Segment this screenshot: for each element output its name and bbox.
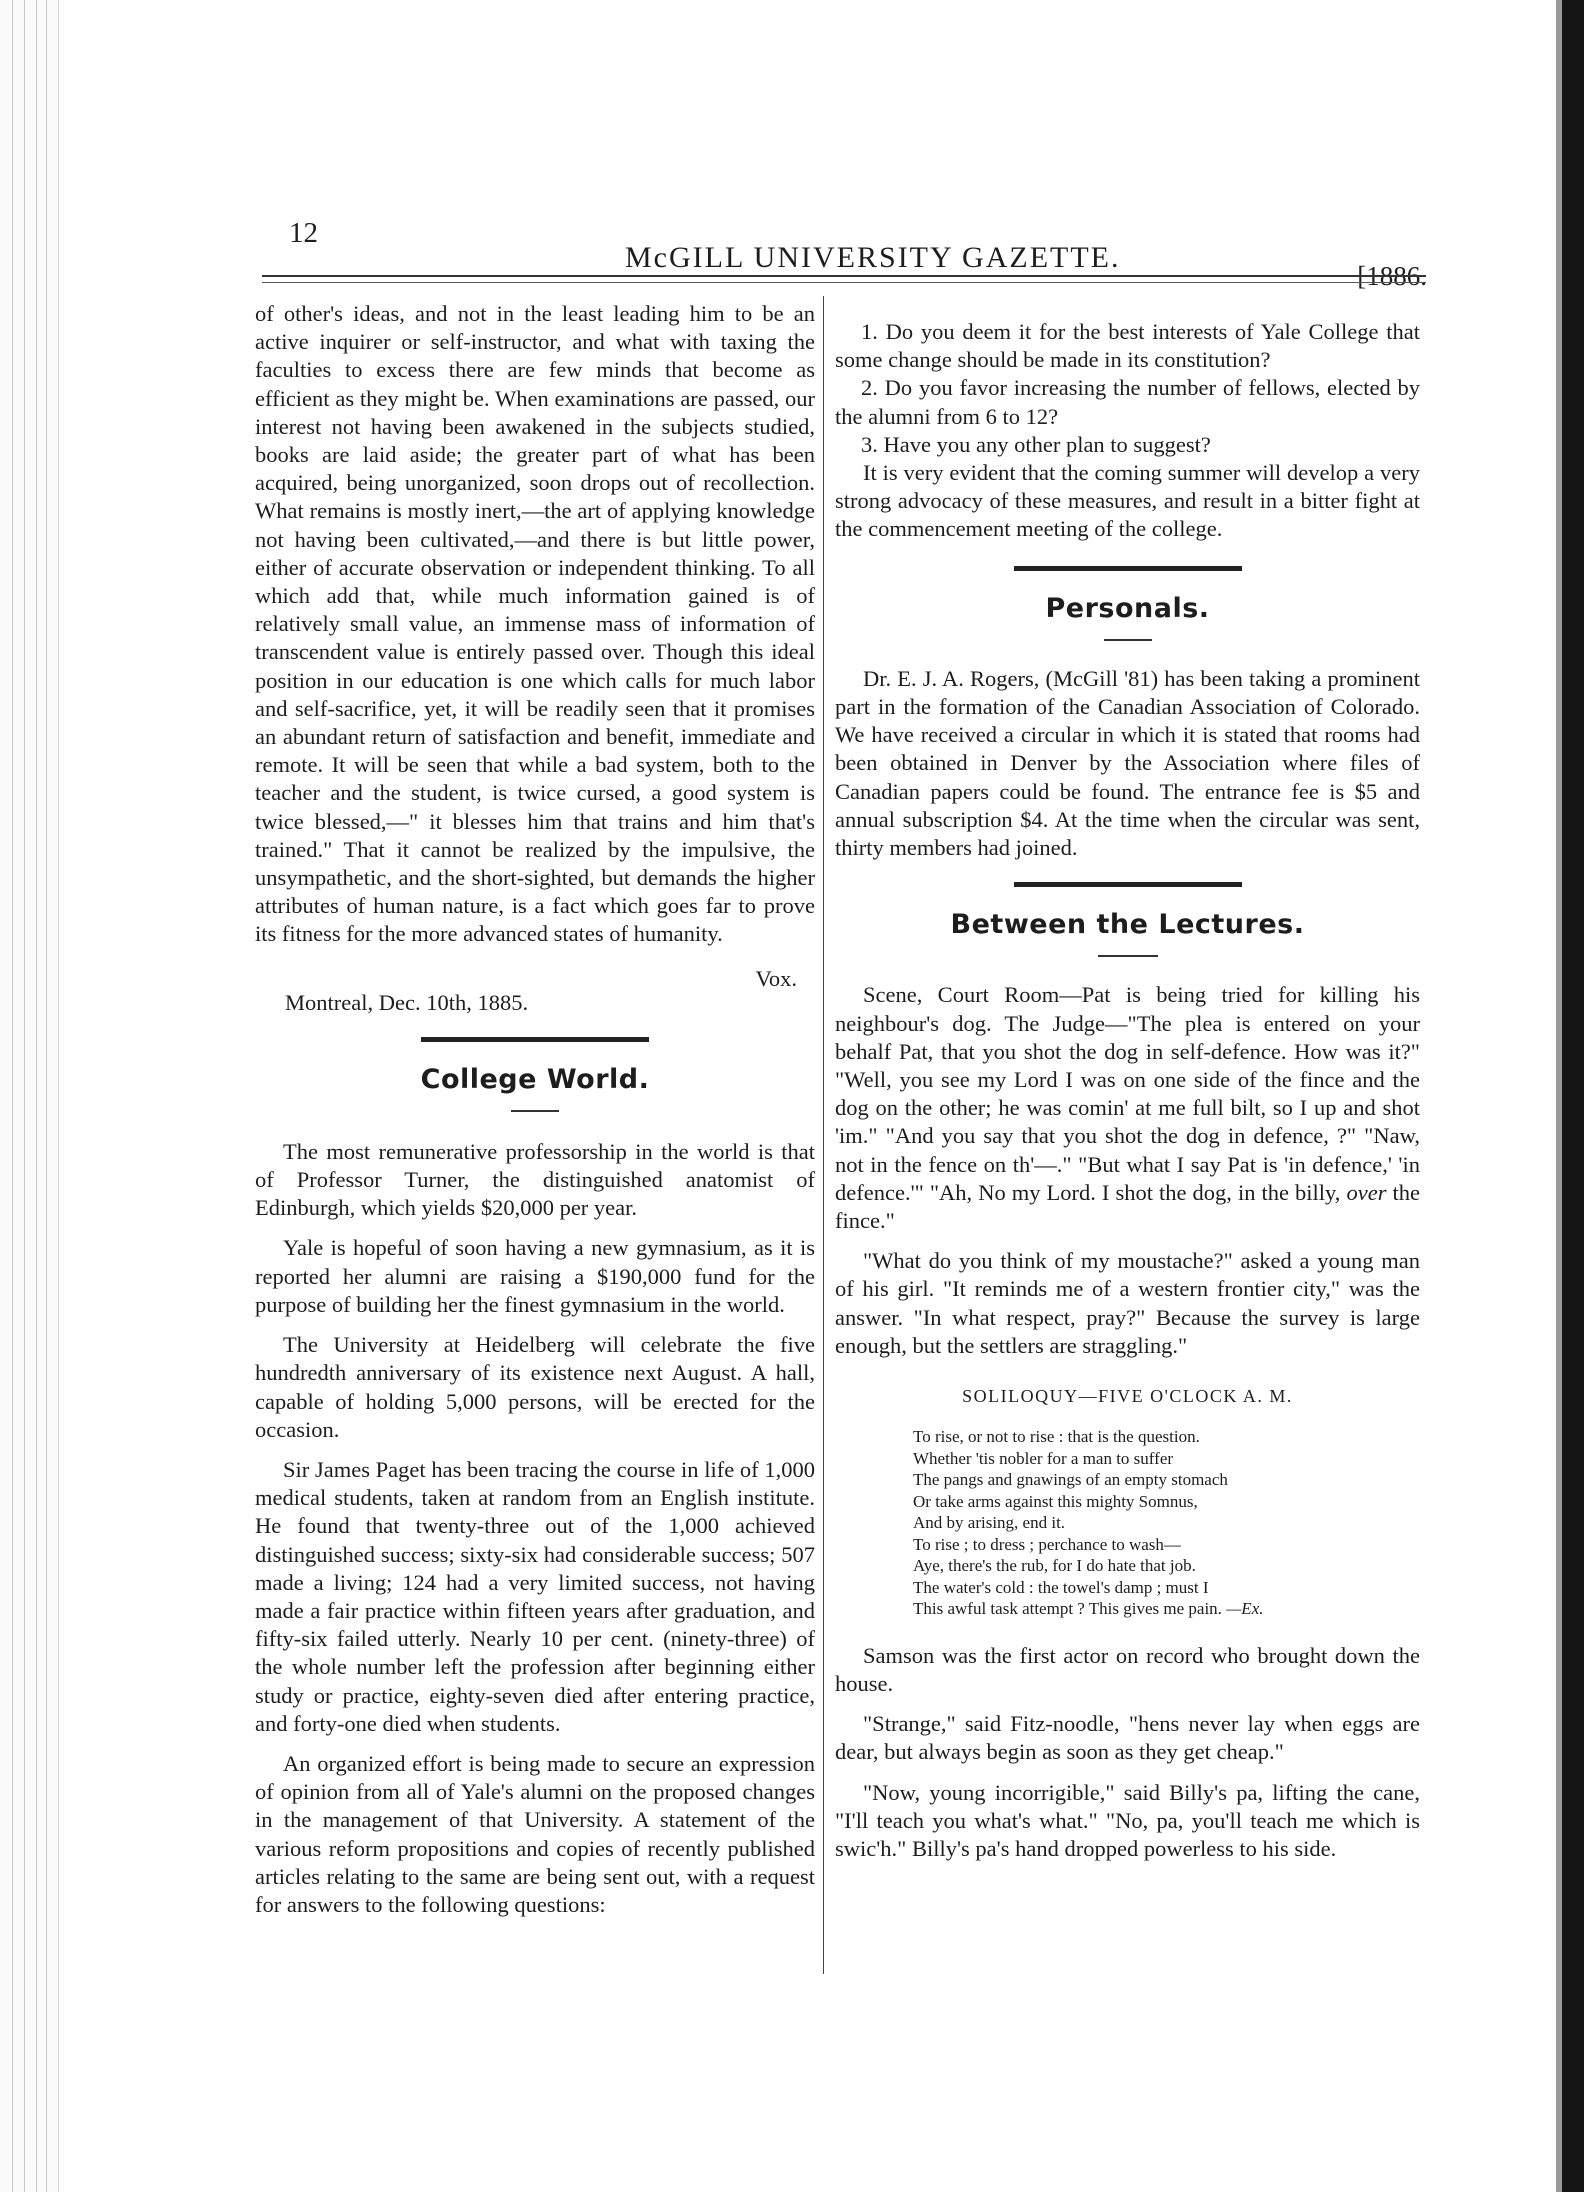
anecdote-text: Scene, Court Room—Pat is being tried for killing his neighbour's dog. The Judge—"The plea is entered on your behalf Pat, that you shot the dog in self-defence. How was it?" "Well, you see my Lord I was on one side of the fince and the dog on the other; he was comin' at me full bilt, so I up and shot 'im." "And you say that you shot the dog in defence, ?" "Naw, not in the fence on th'—." "But what I say Pat is 'in defence,' 'in defence.'" "Ah, No my Lord. I shot the dog, in the billy, (835, 982, 1420, 1205)
poem-line-text: This awful task attempt ? This gives me pain. (913, 1599, 1222, 1619)
heading-underline (1104, 639, 1152, 641)
news-item: It is very evident that the coming summer will develop a very strong advocacy of these measures, and result in a bitter fight at the commencement meeting of the college. (835, 460, 1420, 542)
poem (913, 1426, 1420, 1620)
header-rule (262, 275, 1426, 283)
anecdote-italic: over (1346, 1179, 1387, 1205)
question-item: 1. Do you deem it for the best interests of Yale College that some change should be made in its constitution? (835, 319, 1420, 373)
question-item: 2. Do you favor increasing the number of fellows, elected by the alumni from 6 to 12? (835, 375, 1420, 429)
anecdote-item (835, 981, 1420, 1235)
poem-line-last (913, 1598, 1420, 1620)
binding-edge (1562, 0, 1584, 2192)
dateline: Montreal, Dec. 10th, 1885. (285, 989, 529, 1015)
poem-line: Or take arms against this mighty Somnus, (913, 1491, 1198, 1511)
section-heading-personals: Personals. (1045, 592, 1210, 624)
poem-line: The pangs and gnawings of an empty stomach (913, 1470, 1228, 1490)
anecdote-item: "What do you think of my moustache?" asked a young man of his girl. "It reminds me of a western frontier city," was the answer. "In what respect, pray?" Because the survey is large enough, but the settlers are straggling." (835, 1248, 1420, 1358)
anecdote-item: "Now, young incorrigible," said Billy's pa, lifting the cane, "I'll teach you what's what." "No, pa, you'll teach me which is swic'h." Billy's pa's hand dropped powerless to his side. (835, 1779, 1420, 1862)
personals-item: Dr. E. J. A. Rogers, (McGill '81) has been taking a prominent part in the formation of the Canadian Association of Colorado. We have received a circular in which it is stated that rooms had been obtained in Denver by the Association where files of Canadian papers could be found. The entrance fee is $5 and annual subscription $4. At the time when the circular was sent, thirty members had joined. (835, 665, 1420, 861)
poem-line: Whether 'tis nobler for a man to suffer (913, 1448, 1174, 1468)
heading-underline (1098, 955, 1158, 957)
article-continuation: of other's ideas, and not in the least leading him to be an active inquirer or self-instructor, and what with taxing the faculties to excess there are few minds that become as efficient as they might be. When examinations are passed, our interest not having been awakened in the subjects studied, books are laid aside; the greater part of what has been acquired, being unorganized, soon drops out of recollection. What remains is mostly inert,—the art of applying knowledge not having been cultivated,—and there is but little power, either of accurate observation or independent thinking. To all which add that, while much information gained is of relatively small value, an immense mass of information of transcendent value is entirely passed over. Though this ideal position in our education is one which calls for much labor and self-sacrifice, yet, it will be readily seen that it promises an abundant return of satisfaction and benefit, immediate and remote. It will be seen that while a bad system, both to the teacher and the student, is twice cursed, a good system is twice blessed,—" it blesses him that trains and him that's trained." That it cannot be realized by the impulsive, the unsympathetic, and the short-sighted, but demands the higher attributes of human nature, is a fact which goes far to prove its fitness for the more advanced states of humanity. (255, 301, 815, 947)
question-item: 3. Have you any other plan to suggest? (861, 431, 1211, 457)
poem-line: To rise ; to dress ; perchance to wash— (913, 1534, 1181, 1554)
poem-line: To rise, or not to rise : that is the question. (913, 1427, 1200, 1447)
poem-line: And by arising, end it. (913, 1513, 1066, 1533)
right-column (835, 318, 1420, 1875)
news-item: Sir James Paget has been tracing the course in life of 1,000 medical students, taken at random from an English institute. He found that twenty-three out of the 1,000 achieved distinguished success; sixty-six had considerable success; 507 made a living; 124 had a very limited success, not having made a fair practice within fifteen years after graduation, and fifty-six failed utterly. Nearly 10 per cent. (ninety-three) of the whole number left the profession after beginning either study or practice, eighty-seven died after entering practice, and forty-one died when students. (255, 1456, 815, 1736)
section-rule (421, 1037, 649, 1042)
page-header (255, 215, 1427, 291)
anecdote-item: "Strange," said Fitz-noodle, "hens never lay when eggs are dear, but always begin as soon as they get cheap." (835, 1711, 1420, 1765)
poem-credit: —Ex. (1226, 1599, 1264, 1619)
page-stack-edge (0, 0, 59, 2192)
left-column (255, 300, 815, 1931)
news-item: The University at Heidelberg will celebrate the five hundredth anniversary of its existence next August. A hall, capable of holding 5,000 persons, will be erected for the occasion. (255, 1332, 815, 1442)
issue-year: [1886. (1357, 261, 1427, 291)
article-signoff (255, 961, 815, 1019)
section-rule (1014, 566, 1242, 571)
author-signature: Vox. (755, 965, 797, 991)
poem-line: Aye, there's the rub, for I do hate that job. (913, 1556, 1196, 1576)
news-item: Yale is hopeful of soon having a new gymnasium, as it is reported her alumni are raising a $190,000 fund for the purpose of building her the finest gymnasium in the world. (255, 1235, 815, 1317)
anecdote-item: Samson was the first actor on record who brought down the house. (835, 1642, 1420, 1696)
poem-title: SOLILOQUY—FIVE O'CLOCK A. M. (962, 1386, 1293, 1407)
news-item: The most remunerative professorship in the world is that of Professor Turner, the distinguished anatomist of Edinburgh, which yields $20,000 per year. (255, 1138, 815, 1221)
anecdote-text-end: the fince." (835, 1179, 1420, 1234)
section-rule (1014, 882, 1242, 887)
heading-underline (511, 1110, 559, 1112)
journal-title: McGILL UNIVERSITY GAZETTE. (625, 241, 1121, 274)
page-number: 12 (289, 217, 318, 249)
section-heading-between-lectures: Between the Lectures. (950, 909, 1305, 941)
column-divider (823, 296, 824, 1974)
poem-line: The water's cold : the towel's damp ; must I (913, 1577, 1209, 1597)
section-heading-college-world: College World. (420, 1063, 650, 1095)
news-item: An organized effort is being made to secure an expression of opinion from all of Yale's alumni on the proposed changes in the management of that University. A statement of the various reform propositions and copies of recently published articles relating to the same are being sent out, with a request for answers to the following questions: (255, 1750, 815, 1917)
